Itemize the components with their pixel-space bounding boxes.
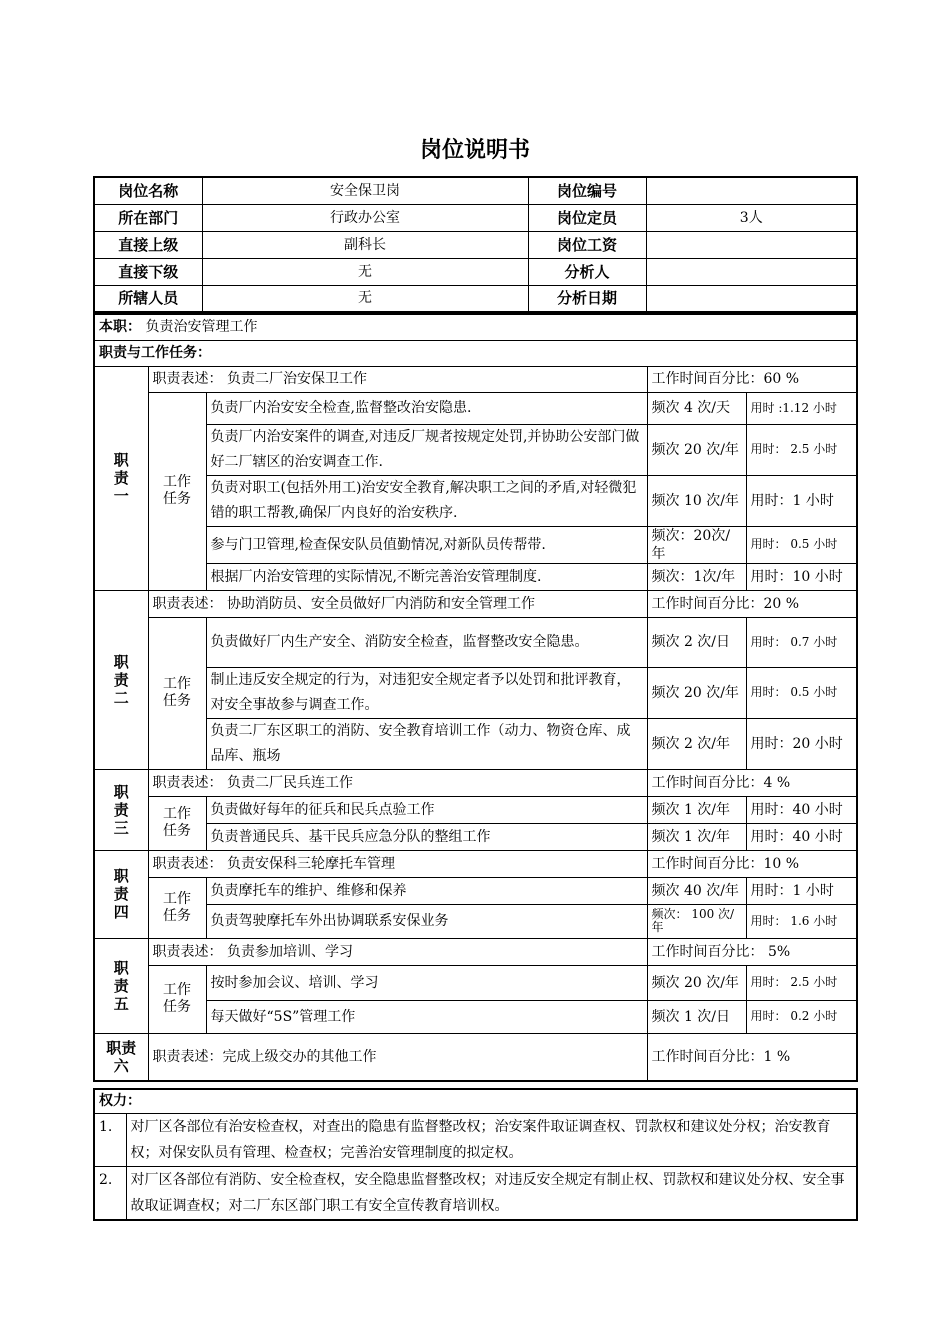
duty-3-desc: 职责表述： 负责二厂民兵连工作 — [148, 769, 647, 796]
authority-2-text: 对厂区各部位有消防、安全检查权，安全隐患监督整改权；对违反安全规定有制止权、罚款权和建议处分权、安全事故取证调查权；对二厂东区部门职工有安全宣传教育培训权。 — [126, 1166, 857, 1220]
label-position-code: 岗位编号 — [528, 177, 646, 204]
duty-3-label: 职 责 三 — [94, 769, 148, 850]
label-superior: 直接上级 — [94, 231, 202, 258]
duty-1-task-3-freq: 频次 10 次/年 — [647, 475, 746, 526]
duty-2-task-2: 制止违反安全规定的行为，对违犯安全规定者予以处罚和批评教育，对安全事故参与调查工作。 — [206, 667, 647, 718]
duty-3-task-1-time: 用时：40 小时 — [746, 796, 857, 823]
duty-2-pct: 工作时间百分比：20 % — [647, 590, 857, 617]
value-position-code — [646, 177, 857, 204]
benzhi-row — [94, 314, 857, 340]
value-headcount: 3人 — [646, 204, 857, 231]
value-salary — [646, 231, 857, 258]
duty-4-label: 职 责 四 — [94, 850, 148, 938]
duty-4-task-1-time: 用时：1 小时 — [746, 877, 857, 904]
duty-3-task-1: 负责做好每年的征兵和民兵点验工作 — [206, 796, 647, 823]
duty-4-task-2-freq: 频次： 100 次/年 — [647, 904, 746, 938]
page-title: 岗位说明书 — [419, 138, 530, 163]
duty-1-task-1-time: 用时 :1.12 小时 — [746, 392, 857, 424]
value-staff: 无 — [202, 285, 528, 312]
value-subordinate: 无 — [202, 258, 528, 285]
duty-2-task-3-freq: 频次 2 次/年 — [647, 718, 746, 769]
duty-5-task-2-time: 用时： 0.2 小时 — [746, 1000, 857, 1033]
value-department: 行政办公室 — [202, 204, 528, 231]
duty-5-task-label: 工作 任务 — [148, 965, 206, 1033]
duty-1-task-4-time: 用时： 0.5 小时 — [746, 526, 857, 563]
duty-4-desc: 职责表述： 负责安保科三轮摩托车管理 — [148, 850, 647, 877]
duty-1-task-3: 负责对职工(包括外用工)治安安全教育,解决职工之间的矛盾,对轻微犯错的职工帮教,确保厂内良好的治安秩序. — [206, 475, 647, 526]
duty-2-task-3-time: 用时：20 小时 — [746, 718, 857, 769]
duty-2-task-3: 负责二厂东区职工的消防、安全教育培训工作（动力、物资仓库、成品库、瓶场 — [206, 718, 647, 769]
duty-4-task-label: 工作 任务 — [148, 877, 206, 938]
duty-2-task-2-freq: 频次 20 次/年 — [647, 667, 746, 718]
value-position-name: 安全保卫岗 — [202, 177, 528, 204]
benzhi-text: 负责治安管理工作 — [145, 319, 258, 336]
duty-2-task-2-time: 用时： 0.5 小时 — [746, 667, 857, 718]
duty-1-task-5: 根据厂内治安管理的实际情况,不断完善治安管理制度. — [206, 563, 647, 590]
label-department: 所在部门 — [94, 204, 202, 231]
duty-1-task-2-freq: 频次 20 次/年 — [647, 424, 746, 475]
label-analysis-date: 分析日期 — [528, 285, 646, 312]
duty-1-task-4-freq: 频次：20次/年 — [647, 526, 746, 563]
duty-1-task-5-freq: 频次：1次/年 — [647, 563, 746, 590]
label-staff: 所辖人员 — [94, 285, 202, 312]
duty-2-task-label: 工作 任务 — [148, 617, 206, 769]
duty-2-task-1-time: 用时： 0.7 小时 — [746, 617, 857, 667]
duty-3-task-label: 工作 任务 — [148, 796, 206, 850]
duty-3-pct: 工作时间百分比：4 % — [647, 769, 857, 796]
duty-2-desc: 职责表述： 协助消防员、安全员做好厂内消防和安全管理工作 — [148, 590, 647, 617]
duties-table — [93, 313, 858, 1082]
duty-3-task-2: 负责普通民兵、基干民兵应急分队的整组工作 — [206, 823, 647, 850]
duty-3-task-2-time: 用时：40 小时 — [746, 823, 857, 850]
duty-3-task-1-freq: 频次 1 次/年 — [647, 796, 746, 823]
duty-2-label: 职 责 二 — [94, 590, 148, 769]
duty-1-task-1: 负责厂内治安安全检查,监督整改治安隐患. — [206, 392, 647, 424]
label-analyst: 分析人 — [528, 258, 646, 285]
duty-4-pct: 工作时间百分比：10 % — [647, 850, 857, 877]
label-subordinate: 直接下级 — [94, 258, 202, 285]
duty-3-task-2-freq: 频次 1 次/年 — [647, 823, 746, 850]
duty-1-task-5-time: 用时：10 小时 — [746, 563, 857, 590]
duty-6-pct: 工作时间百分比：1 % — [647, 1033, 857, 1081]
duty-5-task-2-freq: 频次 1 次/日 — [647, 1000, 746, 1033]
duty-1-task-label: 工作 任务 — [148, 392, 206, 590]
duty-2-task-1: 负责做好厂内生产安全、消防安全检查，监督整改安全隐患。 — [206, 617, 647, 667]
duty-1-label: 职 责 一 — [94, 366, 148, 590]
value-analysis-date — [646, 285, 857, 312]
duty-1-task-4: 参与门卫管理,检查保安队员值勤情况,对新队员传帮带. — [206, 526, 647, 563]
authority-2-num: 2. — [94, 1166, 126, 1220]
authority-1-text: 对厂区各部位有治安检查权，对查出的隐患有监督整改权；治安案件取证调查权、罚款权和建议处分权；治安教育权；对保安队员有管理、检查权；完善治安管理制度的拟定权。 — [126, 1113, 857, 1166]
benzhi-label: 本职： — [99, 319, 141, 336]
label-salary: 岗位工资 — [528, 231, 646, 258]
authority-table — [93, 1088, 858, 1221]
duty-5-desc: 职责表述： 负责参加培训、学习 — [148, 938, 647, 965]
duty-1-task-3-time: 用时：1 小时 — [746, 475, 857, 526]
label-headcount: 岗位定员 — [528, 204, 646, 231]
duty-6-label: 职责 六 — [94, 1033, 148, 1081]
info-table — [93, 176, 858, 313]
label-position-name: 岗位名称 — [94, 177, 202, 204]
duty-1-pct: 工作时间百分比：60 % — [647, 366, 857, 392]
duty-2-task-1-freq: 频次 2 次/日 — [647, 617, 746, 667]
duty-6-desc: 职责表述：完成上级交办的其他工作 — [148, 1033, 647, 1081]
duty-5-task-1-time: 用时： 2.5 小时 — [746, 965, 857, 1000]
duty-5-task-1: 按时参加会议、培训、学习 — [206, 965, 647, 1000]
duty-5-pct: 工作时间百分比： 5% — [647, 938, 857, 965]
value-analyst — [646, 258, 857, 285]
value-superior: 副科长 — [202, 231, 528, 258]
zhize-heading: 职责与工作任务： — [94, 340, 857, 366]
authority-heading: 权力： — [94, 1089, 857, 1113]
duty-5-task-2: 每天做好“5S”管理工作 — [206, 1000, 647, 1033]
duty-5-label: 职 责 五 — [94, 938, 148, 1033]
duty-1-task-1-freq: 频次 4 次/天 — [647, 392, 746, 424]
duty-4-task-2-time: 用时： 1.6 小时 — [746, 904, 857, 938]
authority-1-num: 1. — [94, 1113, 126, 1166]
duty-1-task-2: 负责厂内治安案件的调查,对违反厂规者按规定处罚,并协助公安部门做好二厂辖区的治安调查工作. — [206, 424, 647, 475]
duty-5-task-1-freq: 频次 20 次/年 — [647, 965, 746, 1000]
duty-4-task-1-freq: 频次 40 次/年 — [647, 877, 746, 904]
duty-4-task-2: 负责驾驶摩托车外出协调联系安保业务 — [206, 904, 647, 938]
duty-4-task-1: 负责摩托车的维护、维修和保养 — [206, 877, 647, 904]
duty-1-task-2-time: 用时： 2.5 小时 — [746, 424, 857, 475]
duty-1-desc: 职责表述： 负责二厂治安保卫工作 — [148, 366, 647, 392]
